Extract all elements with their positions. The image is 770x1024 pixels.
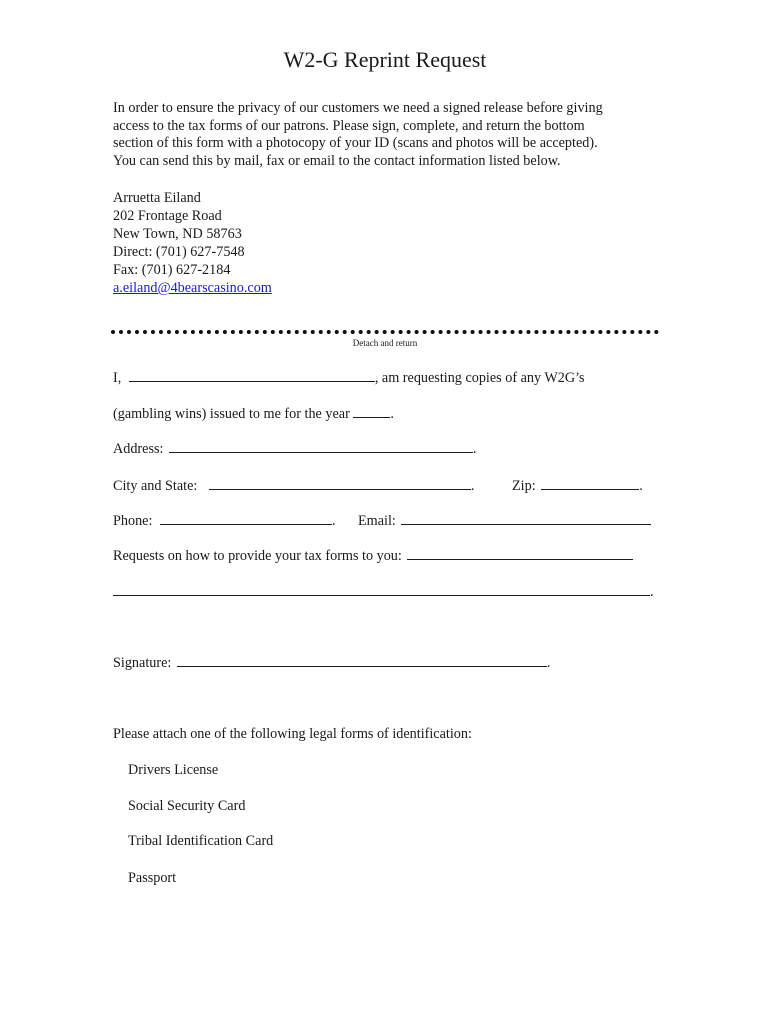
intro-line: In order to ensure the privacy of our customers we need a signed release before giving xyxy=(113,100,603,116)
phone-suffix: . xyxy=(331,513,336,529)
year-row xyxy=(113,404,394,423)
intro-line: You can send this by mail, fax or email to the contact information listed below. xyxy=(113,152,561,169)
name-field[interactable] xyxy=(129,368,375,382)
contact-fax: Fax: (701) 627-2184 xyxy=(113,262,231,278)
signature-field[interactable] xyxy=(177,653,547,667)
address-suffix: . xyxy=(473,441,477,457)
requests-field-continued[interactable] xyxy=(113,582,650,596)
requests-field[interactable] xyxy=(407,546,633,560)
address-row xyxy=(113,439,477,458)
email-field[interactable] xyxy=(401,511,651,525)
intro-paragraph xyxy=(113,100,658,170)
requests-suffix: . xyxy=(650,584,654,600)
id-item-passport: Passport xyxy=(128,870,177,886)
name-row xyxy=(113,368,585,387)
city-state-field[interactable] xyxy=(209,476,471,490)
zip-field[interactable] xyxy=(541,476,639,490)
signature-suffix: . xyxy=(546,655,551,671)
contact-direct-phone: Direct: (701) 627-7548 xyxy=(113,244,245,260)
name-suffix: , am requesting copies of any W2G’s xyxy=(374,370,585,386)
zip-suffix: . xyxy=(639,478,643,494)
year-prefix: (gambling wins) issued to me for the year xyxy=(113,406,350,422)
zip-label: Zip: xyxy=(512,478,536,494)
page-title: W2-G Reprint Request xyxy=(283,47,487,72)
requests-row xyxy=(113,546,633,565)
year-suffix: . xyxy=(390,406,394,422)
name-prefix: I, xyxy=(113,370,122,386)
phone-field[interactable] xyxy=(160,511,332,525)
signature-label: Signature: xyxy=(113,655,172,671)
contact-city: New Town, ND 58763 xyxy=(113,226,242,242)
zip-row xyxy=(512,476,643,495)
id-item-tribal-id-card: Tribal Identification Card xyxy=(128,833,274,849)
phone-label: Phone: xyxy=(113,513,153,529)
address-label: Address: xyxy=(113,441,164,457)
contact-email-link[interactable]: a.eiland@4bearscasino.com xyxy=(113,280,272,296)
id-item-social-security-card: Social Security Card xyxy=(128,798,246,814)
intro-line: access to the tax forms of our patrons. Please sign, complete, and return the bottom xyxy=(113,117,585,134)
email-label: Email: xyxy=(358,513,396,529)
requests-label: Requests on how to provide your tax forms to you: xyxy=(113,548,402,564)
detach-label: Detach and return xyxy=(352,338,418,348)
contact-name: Arruetta Eiland xyxy=(113,190,201,206)
address-field[interactable] xyxy=(169,439,473,453)
city-state-suffix: . xyxy=(470,478,475,494)
city-row xyxy=(113,476,474,495)
city-state-label: City and State: xyxy=(113,478,198,494)
id-item-drivers-license: Drivers License xyxy=(128,762,219,778)
contact-block xyxy=(113,189,272,297)
contact-street: 202 Frontage Road xyxy=(113,208,222,224)
detach-line xyxy=(111,330,659,334)
year-field[interactable] xyxy=(353,404,390,418)
requests-continuation-row xyxy=(113,582,654,601)
intro-line: section of this form with a photocopy of your ID (scans and photos will be accepted). xyxy=(113,135,598,152)
phone-row xyxy=(113,511,336,530)
signature-row xyxy=(113,653,550,672)
identification-heading: Please attach one of the following legal forms of identification: xyxy=(113,726,472,742)
email-row xyxy=(358,511,651,530)
